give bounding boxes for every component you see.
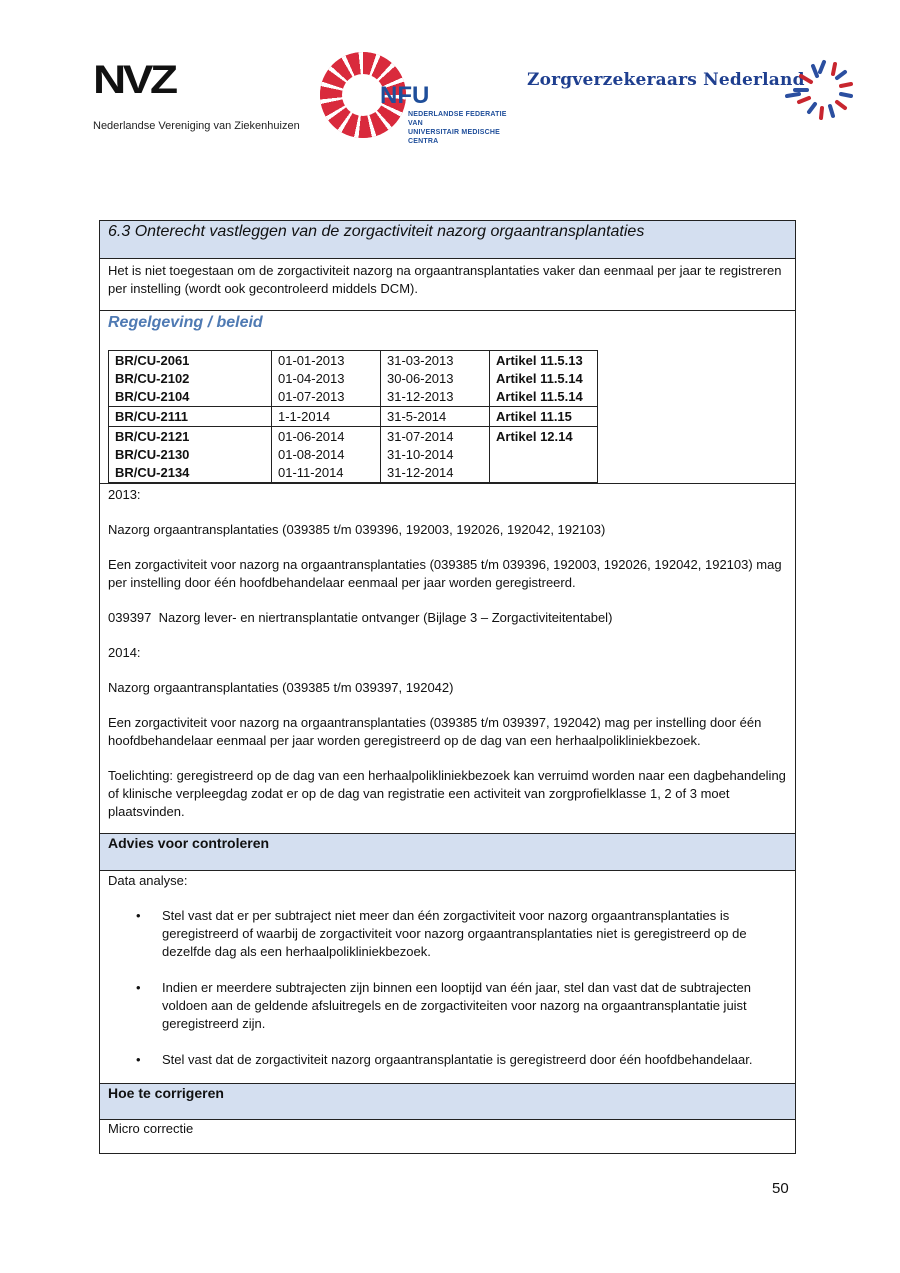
- rule-start: 1-1-2014: [278, 409, 331, 424]
- rule-group: [109, 407, 598, 427]
- rule-codes: [109, 407, 272, 427]
- rule-start: 01-07-2013: [278, 389, 345, 404]
- rule-article: Artikel 11.5.13: [496, 353, 583, 368]
- nvz-logo-mark: NVZ: [93, 58, 175, 102]
- rule-end: 31-12-2013: [387, 389, 454, 404]
- advies-list: [108, 907, 787, 1069]
- rule-start-dates: [272, 427, 381, 483]
- control-item-table: [99, 220, 796, 1154]
- rule-end: 31-10-2014: [387, 447, 454, 462]
- corrigeren-heading: Hoe te corrigeren: [100, 1084, 795, 1120]
- rule-start-dates: [272, 351, 381, 407]
- rule-article: Artikel 12.14: [496, 429, 573, 444]
- rule-code: BR/CU-2111: [115, 409, 188, 424]
- nfu-logo: [320, 50, 520, 145]
- toelichting-paragraph: Toelichting: geregistreerd op de dag van een herhaalpolikliniekbezoek kan verruimd worden naar een dagbehandeling of klinische verpleegdag zodat er op de dag van registratie een activiteit van zorgprofielklasse 1, 2 of 3 moet plaatsvinden.: [108, 768, 786, 819]
- rule-start: 01-04-2013: [278, 371, 345, 386]
- regelgeving-paragraph: Nazorg orgaantransplantaties (039385 t/m 039397, 192042): [108, 680, 454, 695]
- rule-code: BR/CU-2130: [115, 447, 190, 462]
- list-item-text: Indien er meerdere subtrajecten zijn binnen een looptijd van één jaar, stel dan vast dat de subtrajecten voldoen aan de geldende afsluitregels en de zorgactiviteiten voor nazorg na orgaantransplantatie juist geregistreerd zijn.: [162, 980, 751, 1031]
- rule-start: 01-06-2014: [278, 429, 345, 444]
- year-label: 2014:: [108, 645, 141, 660]
- nfu-subtitle-line: NEDERLANDSE FEDERATIE VAN: [408, 111, 507, 127]
- advies-heading: Advies voor controleren: [100, 834, 795, 871]
- rule-end: 31-07-2014: [387, 429, 454, 444]
- logo-header: [0, 50, 900, 145]
- bullet-icon: •: [136, 908, 141, 923]
- rule-code: BR/CU-2134: [115, 465, 190, 480]
- bullet-icon: •: [136, 1052, 141, 1067]
- nvz-logo: [93, 60, 300, 132]
- regelgeving-body: [100, 483, 795, 834]
- nfu-logo-subtitle: [408, 110, 520, 146]
- rule-end: 30-06-2013: [387, 371, 454, 386]
- rule-article: Artikel 11.5.14: [496, 371, 583, 386]
- business-rules-table: [108, 350, 598, 483]
- regelgeving-paragraph: 039397 Nazorg lever- en niertransplantatie ontvanger (Bijlage 3 – Zorgactiviteitentabel): [108, 610, 613, 625]
- list-item: [136, 979, 787, 1033]
- rule-end-dates: [381, 427, 490, 483]
- rule-articles: [490, 427, 598, 483]
- rule-article: Artikel 11.5.14: [496, 389, 583, 404]
- section-intro: Het is niet toegestaan om de zorgactiviteit nazorg na orgaantransplantaties vaker dan eenmaal per jaar te registreren per instelling (wordt ook gecontroleerd middels DCM).: [100, 259, 795, 311]
- regelgeving-section: [100, 311, 795, 483]
- rule-start: 01-11-2014: [278, 465, 344, 480]
- rule-start-dates: [272, 407, 381, 427]
- advies-lead: Data analyse:: [108, 873, 188, 888]
- corrigeren-body: Micro correctie: [108, 1121, 194, 1136]
- rule-start: 01-08-2014: [278, 447, 345, 462]
- rule-code: BR/CU-2102: [115, 371, 190, 386]
- rule-end-dates: [381, 407, 490, 427]
- advies-body: [100, 871, 795, 1084]
- list-item-text: Stel vast dat de zorgactiviteit nazorg orgaantransplantatie is geregistreerd door één hoofdbehandelaar.: [162, 1052, 753, 1067]
- regelgeving-paragraph: Nazorg orgaantransplantaties (039385 t/m 039396, 192003, 192026, 192042, 192103): [108, 522, 606, 537]
- rule-article: Artikel 11.15: [496, 409, 572, 424]
- rule-articles: [490, 351, 598, 407]
- page-number: 50: [772, 1180, 789, 1197]
- section-title: 6.3 Onterecht vastleggen van de zorgactiviteit nazorg orgaantransplantaties: [100, 221, 795, 259]
- rule-code: BR/CU-2061: [115, 353, 190, 368]
- rule-codes: [109, 427, 272, 483]
- zn-figures-icon: [785, 56, 863, 124]
- zn-logo-text: Zorgverzekeraars Nederland: [527, 70, 805, 90]
- rule-end-dates: [381, 351, 490, 407]
- rule-end: 31-03-2013: [387, 353, 454, 368]
- rule-code: BR/CU-2104: [115, 389, 190, 404]
- rule-group: [109, 351, 598, 407]
- regelgeving-paragraph: Een zorgactiviteit voor nazorg na orgaantransplantaties (039385 t/m 039396, 192003, 192026, 192042, 192103) mag per instelling door één hoofdbehandelaar eenmaal per jaar worden geregistreerd.: [108, 557, 782, 590]
- rule-codes: [109, 351, 272, 407]
- bullet-icon: •: [136, 980, 141, 995]
- year-label: 2013:: [108, 487, 141, 502]
- rule-code: BR/CU-2121: [115, 429, 190, 444]
- rule-group: [109, 427, 598, 483]
- nfu-logo-mark: NFU: [380, 82, 430, 109]
- rule-end: 31-12-2014: [387, 465, 454, 480]
- list-item: [136, 907, 787, 961]
- list-item-text: Stel vast dat er per subtraject niet meer dan één zorgactiviteit voor nazorg orgaantransplantaties is geregistreerd of waarbij de zorgactiviteit voor nazorg orgaantransplantaties niet is geregistreerd op de dezelfde dag als een herhaalpolikliniekbezoek.: [162, 908, 747, 959]
- rule-articles: [490, 407, 598, 427]
- list-item: [136, 1051, 787, 1069]
- rule-end: 31-5-2014: [387, 409, 447, 424]
- regelgeving-heading: Regelgeving / beleid: [108, 314, 263, 331]
- rule-start: 01-01-2013: [278, 353, 345, 368]
- nfu-subtitle-line: UNIVERSITAIR MEDISCHE CENTRA: [408, 129, 500, 145]
- nvz-logo-subtitle: Nederlandse Vereniging van Ziekenhuizen: [93, 120, 300, 132]
- regelgeving-paragraph: Een zorgactiviteit voor nazorg na orgaantransplantaties (039385 t/m 039397, 192042) mag per instelling door één hoofdbehandelaar eenmaal per jaar worden geregistreerd op de dag van een herhaalpolikliniekbezoek.: [108, 715, 762, 748]
